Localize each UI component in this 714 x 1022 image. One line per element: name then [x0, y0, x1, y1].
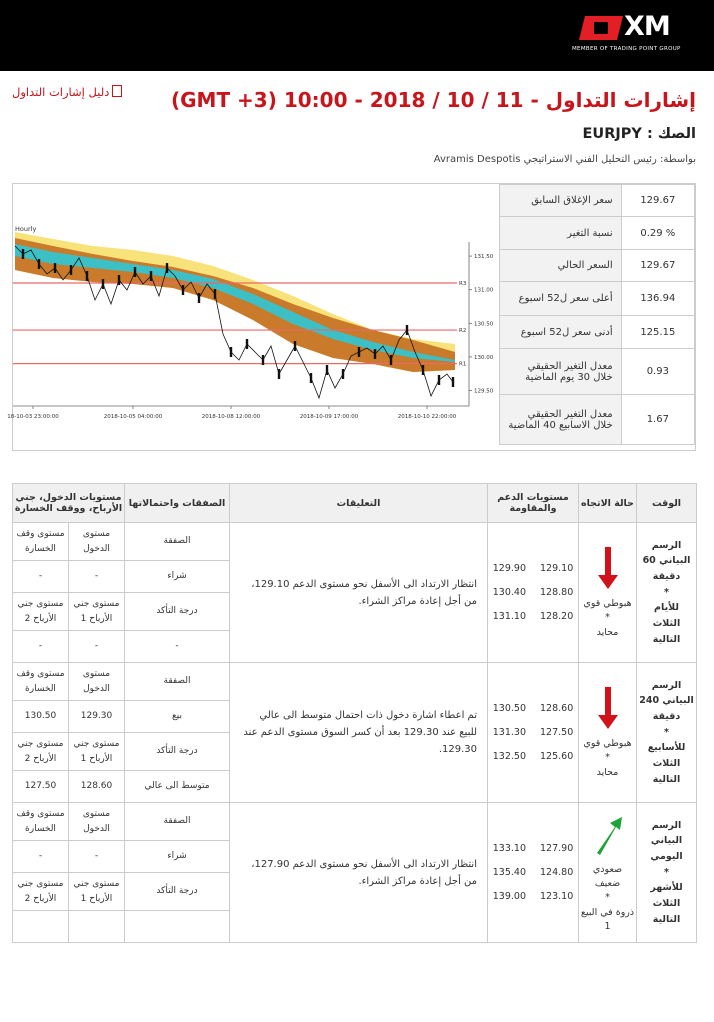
stats-label: أعلى سعر ل52 اسبوع: [500, 282, 622, 316]
support-level: 125.60: [540, 751, 574, 762]
instrument-label: الصك : EURJPY: [582, 126, 696, 142]
deal-label: الصفقة: [125, 663, 230, 701]
xm-logo[interactable]: [572, 11, 698, 58]
time-line: الرسم البياني 240 دقيقة: [639, 679, 694, 722]
entry-label: مستوى الدخول: [69, 803, 125, 841]
confirmation-value: [125, 911, 230, 943]
candle: [342, 369, 344, 379]
stats-value: 1.67: [621, 395, 694, 445]
level-pair: [488, 751, 578, 762]
header-levels: مستويات الدعم والمقاومة: [488, 484, 579, 523]
trend-line: *: [605, 612, 610, 624]
level-pair: [488, 843, 578, 854]
candle: [54, 263, 56, 273]
candle: [70, 265, 72, 275]
stats-row: [500, 282, 695, 316]
levels-cell: [488, 663, 579, 803]
stats-value: 0.93: [621, 349, 694, 395]
deal-value: شراء: [125, 561, 230, 593]
confirmation-label: درجة التأكد: [125, 733, 230, 771]
time-cell: [637, 663, 697, 803]
stats-value: 125.15: [621, 316, 694, 349]
candle: [230, 347, 232, 357]
trend-line: *: [605, 892, 610, 904]
time-line: الرسم البياني اليومي: [650, 819, 683, 862]
candle: [118, 275, 120, 285]
resistance-level: 139.00: [492, 891, 526, 902]
stats-row: [500, 185, 695, 217]
deal-value: بيع: [125, 701, 230, 733]
confirmation-value: متوسط الى عالي: [125, 771, 230, 803]
level-pair: [488, 563, 578, 574]
signal-row: [13, 803, 697, 841]
comment-cell: انتظار الارتداد الى الأسفل نحو مستوى الدعم 127.90، من أجل إعادة مراكز الشراء.: [230, 803, 488, 943]
y-tick-label: 130.50: [474, 321, 494, 328]
deal-value: شراء: [125, 841, 230, 873]
trend-line: هبوطي قوي: [583, 738, 632, 750]
level-pair: [488, 611, 578, 622]
candle: [406, 325, 408, 335]
signal-row: [13, 523, 697, 561]
resistance-level: 131.30: [492, 727, 526, 738]
tp2-value: -: [13, 631, 69, 663]
candle: [374, 349, 376, 359]
trend-line: ذروة في البيع 1: [580, 906, 635, 932]
price-chart: [7, 184, 497, 448]
header-comments: التعليقات: [230, 484, 488, 523]
stats-label: سعر الإغلاق السابق: [500, 185, 622, 217]
candle: [390, 355, 392, 365]
trend-line: هبوطي قوي: [583, 598, 632, 610]
tp2-label: مستوى جني الأرباح 2: [13, 593, 69, 631]
logo-text: XM: [624, 11, 670, 42]
levels-cell: [488, 523, 579, 663]
y-tick-label: 130.00: [474, 354, 494, 361]
header-entry: مستويات الدخول، جني الأرباح، ووقف الخسارة: [13, 484, 125, 523]
trend-cell: [579, 803, 637, 943]
confirmation-label: درجة التأكد: [125, 873, 230, 911]
confirmation-label: درجة التأكد: [125, 593, 230, 631]
resistance-level: 133.10: [492, 843, 526, 854]
support-level: 127.50: [540, 727, 574, 738]
candle: [310, 373, 312, 383]
guide-link[interactable]: [12, 85, 122, 99]
logo-subtitle: MEMBER OF TRADING POINT GROUP: [572, 46, 681, 52]
logo-mark-icon: [579, 16, 623, 40]
candle: [102, 279, 104, 289]
time-line: للأشهر الثلاث التالية: [650, 882, 683, 925]
header-deals: الصفقات واحتمالاتها: [125, 484, 230, 523]
entry-label: مستوى الدخول: [69, 523, 125, 561]
tp1-label: مستوى جني الأرباح 1: [69, 873, 125, 911]
stop-label: مستوى وقف الخسارة: [13, 663, 69, 701]
tp1-label: مستوى جني الأرباح 1: [69, 593, 125, 631]
stats-label: معدل التغير الحقيقي خلال 30 يوم الماضية: [500, 349, 622, 395]
header-trend: حالة الاتجاه: [579, 484, 637, 523]
author-line: بواسطة: رئيس التحليل الفني الاستراتيجي Avramis Despotis: [433, 154, 696, 165]
page-title: إشارات التداول - 11 / 10 / 2018 - 10:00 (GMT +3): [170, 88, 696, 112]
candle: [452, 377, 454, 387]
level-pair: [488, 867, 578, 878]
stop-label: مستوى وقف الخسارة: [13, 803, 69, 841]
chart-panel: [7, 183, 696, 451]
stats-label: نسبة التغير: [500, 217, 622, 250]
stats-label: السعر الحالي: [500, 250, 622, 282]
candle: [214, 289, 216, 299]
stats-label: أدنى سعر ل52 اسبوع: [500, 316, 622, 349]
x-tick-label: 2018-10-10 22:00:00: [397, 414, 457, 420]
stop-label: مستوى وقف الخسارة: [13, 523, 69, 561]
resistance-level: 129.90: [492, 563, 526, 574]
level-label: R3: [459, 280, 467, 287]
tp1-value: [69, 911, 125, 943]
trend-cell: [579, 663, 637, 803]
y-tick-label: 129.50: [474, 388, 494, 395]
time-line: للأسابيع الثلاث التالية: [647, 742, 686, 785]
trend-line: صعودي ضعيف: [592, 863, 623, 890]
time-cell: [637, 523, 697, 663]
stats-row: [500, 250, 695, 282]
pdf-icon: [112, 85, 122, 97]
time-line: *: [664, 726, 669, 738]
arrow-up-icon: [593, 811, 623, 857]
level-label: R1: [459, 361, 467, 368]
tp2-label: مستوى جني الأرباح 2: [13, 733, 69, 771]
confirmation-value: -: [125, 631, 230, 663]
deal-label: الصفقة: [125, 523, 230, 561]
trend-cell: [579, 523, 637, 663]
resistance-level: 130.40: [492, 587, 526, 598]
tp2-value: [13, 911, 69, 943]
stats-value: % 0.29: [621, 217, 694, 250]
entry-value: 129.30: [69, 701, 125, 733]
x-tick-label: 2018-10-05 04:00:00: [103, 414, 163, 420]
arrow-down-icon: [593, 685, 623, 731]
candle: [294, 341, 296, 351]
candle: [86, 271, 88, 281]
support-level: 128.60: [540, 703, 574, 714]
support-level: 129.10: [540, 563, 574, 574]
tp1-label: مستوى جني الأرباح 1: [69, 733, 125, 771]
tp2-label: مستوى جني الأرباح 2: [13, 873, 69, 911]
x-tick-label: 2018-10-08 12:00:00: [201, 414, 261, 420]
guide-link-label: دليل إشارات التداول: [12, 85, 110, 99]
time-line: الرسم البياني 60 دقيقة: [642, 539, 691, 582]
support-level: 128.80: [540, 587, 574, 598]
stats-row: [500, 349, 695, 395]
stop-value: -: [13, 561, 69, 593]
stats-row: [500, 217, 695, 250]
time-line: للأيام الثلاث التالية: [652, 602, 681, 645]
stats-row: [500, 316, 695, 349]
support-level: 124.80: [540, 867, 574, 878]
stats-value: 129.67: [621, 250, 694, 282]
top-bar: [0, 0, 714, 71]
arrow-down-icon: [593, 545, 623, 591]
support-level: 123.10: [540, 891, 574, 902]
trend-line: محايد: [596, 626, 619, 638]
candle: [22, 249, 24, 259]
stats-table: [499, 184, 695, 445]
signal-row: [13, 663, 697, 701]
trend-line: *: [605, 752, 610, 764]
resistance-level: 130.50: [492, 703, 526, 714]
candle: [150, 271, 152, 281]
resistance-level: 132.50: [492, 751, 526, 762]
candle: [246, 339, 248, 349]
candle: [422, 365, 424, 375]
stats-value: 129.67: [621, 185, 694, 217]
entry-value: -: [69, 561, 125, 593]
stats-value: 136.94: [621, 282, 694, 316]
deal-label: الصفقة: [125, 803, 230, 841]
entry-value: -: [69, 841, 125, 873]
x-tick-label: 18-10-03 23:00:00: [7, 414, 59, 420]
entry-label: مستوى الدخول: [69, 663, 125, 701]
stats-row: [500, 395, 695, 445]
tp1-value: 128.60: [69, 771, 125, 803]
header-time: الوقت: [637, 484, 697, 523]
x-tick-label: 2018-10-09 17:00:00: [299, 414, 359, 420]
stats-label: معدل التغير الحقيقي خلال الاسابيع 40 الماضية: [500, 395, 622, 445]
support-level: 127.90: [540, 843, 574, 854]
candle: [166, 263, 168, 273]
level-pair: [488, 587, 578, 598]
candle: [358, 347, 360, 357]
time-line: *: [664, 586, 669, 598]
candle: [38, 259, 40, 269]
trend-line: محايد: [596, 766, 619, 778]
time-cell: [637, 803, 697, 943]
signals-table: [12, 483, 697, 943]
support-level: 128.20: [540, 611, 574, 622]
level-pair: [488, 891, 578, 902]
time-line: *: [664, 866, 669, 878]
level-pair: [488, 727, 578, 738]
resistance-level: 131.10: [492, 611, 526, 622]
candle: [134, 267, 136, 277]
candle: [438, 375, 440, 385]
tp2-value: 127.50: [13, 771, 69, 803]
candle: [182, 285, 184, 295]
candle: [198, 293, 200, 303]
candle: [278, 369, 280, 379]
resistance-level: 135.40: [492, 867, 526, 878]
chart-label: Hourly: [15, 225, 37, 233]
comment-cell: انتظار الارتداد الى الأسفل نحو مستوى الدعم 129.10، من أجل إعادة مراكز الشراء.: [230, 523, 488, 663]
y-tick-label: 131.50: [474, 254, 494, 261]
stop-value: -: [13, 841, 69, 873]
stop-value: 130.50: [13, 701, 69, 733]
comment-cell: تم اعطاء اشارة دخول ذات احتمال متوسط الى عالي للبيع عند 129.30 بعد أن كسر السوق مستوى الدعم عند 129.30.: [230, 663, 488, 803]
levels-cell: [488, 803, 579, 943]
level-pair: [488, 703, 578, 714]
candle: [262, 355, 264, 365]
level-label: R2: [459, 328, 467, 335]
tp1-value: -: [69, 631, 125, 663]
y-tick-label: 131.00: [474, 287, 494, 294]
candle: [326, 365, 328, 375]
